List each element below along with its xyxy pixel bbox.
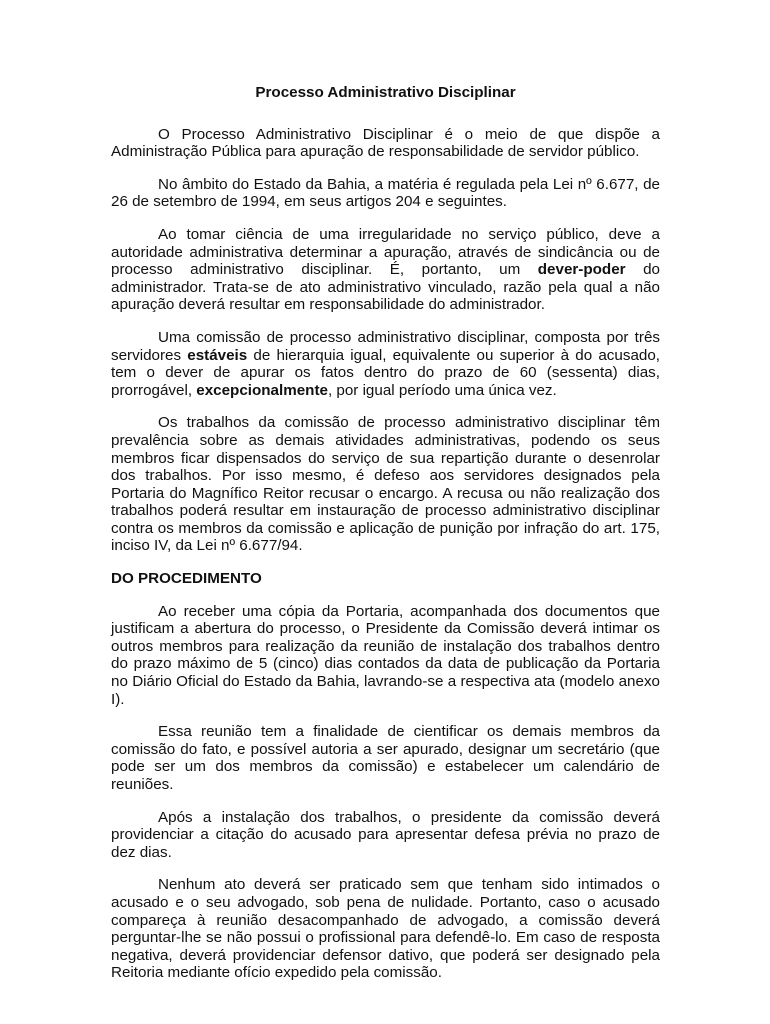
paragraph: Ao receber uma cópia da Portaria, acompanhada dos documentos que justificam a abertura do processo, o Presidente da Comissão deverá intimar os outros membros para realização da reunião de instalação dos trabalhos dentro do prazo máximo de 5 (cinco) dias contados da data de publicação da Portaria no Diário Oficial do Estado da Bahia, lavrando-se a respectiva ata (modelo anexo I). xyxy=(111,602,660,708)
paragraph: Após a instalação dos trabalhos, o presidente da comissão deverá providenciar a citação do acusado para apresentar defesa prévia no prazo de dez dias. xyxy=(111,808,660,861)
paragraph: O Processo Administrativo Disciplinar é o meio de que dispõe a Administração Pública para apuração de responsabilidade de servidor público. xyxy=(111,125,660,161)
paragraph: Nenhum ato deverá ser praticado sem que tenham sido intimados o acusado e o seu advogado, sob pena de nulidade. Portanto, caso o acusado compareça à reunião desacompanhado de advogado, a comissão deverá perguntar-lhe se não possui o profissional para defendê-lo. Em caso de resposta negativa, deverá providenciar defensor dativo, que poderá ser designado pela Reitoria mediante ofício expedido pela comissão. xyxy=(111,876,660,982)
paragraph: No âmbito do Estado da Bahia, a matéria é regulada pela Lei nº 6.677, de 26 de setembro de 1994, em seus artigos 204 e seguintes. xyxy=(111,175,660,211)
document-page xyxy=(111,84,660,997)
paragraph: Os trabalhos da comissão de processo administrativo disciplinar têm prevalência sobre as demais atividades administrativas, podendo os seus membros ficar dispensados do serviço de sua repartição durante o desenrolar dos trabalhos. Por isso mesmo, é defeso aos servidores designados pela Portaria do Magnífico Reitor recusar o encargo. A recusa ou não realização dos trabalhos poderá resultar em instauração de processo administrativo disciplinar contra os membros da comissão e aplicação de punição por infração do art. 175, inciso IV, da Lei nº 6.677/94. xyxy=(111,414,660,555)
bold-term: estáveis xyxy=(187,346,248,364)
paragraph: Essa reunião tem a finalidade de cientificar os demais membros da comissão do fato, e possível autoria a ser apurado, designar um secretário (que pode ser um dos membros da comissão) e estabelecer um calendário de reuniões. xyxy=(111,723,660,793)
bold-term: dever-poder xyxy=(537,261,626,279)
paragraph-text: Uma comissão de processo administrativo disciplinar, composta por três servidores xyxy=(111,328,660,364)
bold-term: excepcionalmente xyxy=(196,381,328,399)
paragraph-text: Ao tomar ciência de uma irregularidade no serviço público, deve a autoridade administrativa determinar a apuração, através de sindicância ou de processo administrativo disciplinar. É, portanto, um xyxy=(111,225,660,279)
paragraph-text: , por igual período uma única vez. xyxy=(327,381,557,399)
document-title: Processo Administrativo Disciplinar xyxy=(255,84,516,101)
paragraph-text: do administrador. Trata-se de ato administrativo vinculado, razão pela qual a não apuração deverá resultar em responsabilidade do administrador. xyxy=(111,261,660,314)
section-heading: DO PROCEDIMENTO xyxy=(111,570,262,588)
paragraph xyxy=(111,226,660,314)
paragraph xyxy=(111,329,660,399)
paragraph-text: de hierarquia igual, equivalente ou superior à do acusado, tem o dever de apurar os fatos dentro do prazo de 60 (sessenta) dias, prorrogável, xyxy=(111,346,661,399)
